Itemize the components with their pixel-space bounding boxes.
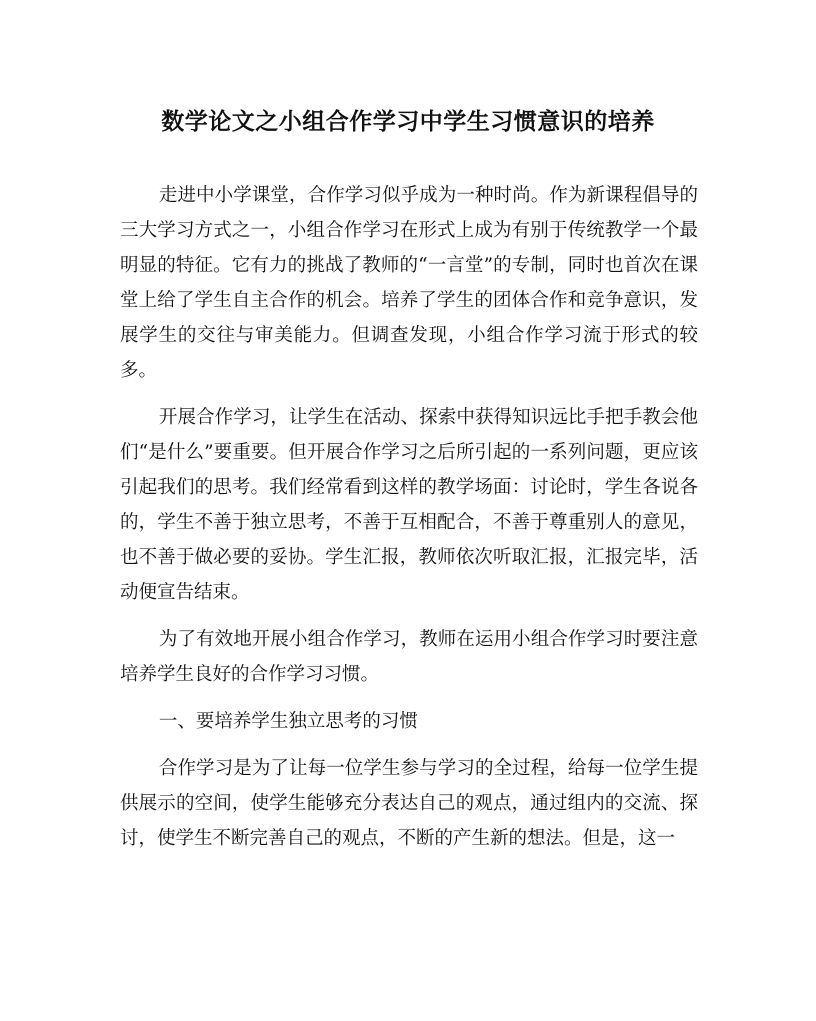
document-title: 数学论文之小组合作学习中学生习惯意识的培养	[161, 108, 655, 135]
paragraph-3: 为了有效地开展小组合作学习，教师在运用小组合作学习时要注意培养学生良好的合作学习习惯。	[120, 629, 698, 685]
section-heading-1: 一、要培养学生独立思考的习惯	[158, 711, 418, 732]
paragraph-1: 走进中小学课堂，合作学习似乎成为一种时尚。作为新课程倡导的三大学习方式之一，小组合作学习在形式上成为有别于传统教学一个最明显的特征。它有力的挑战了教师的“一言堂”的专制，同时也首次在课堂上给了学生自主合作的机会。培养了学生的团体合作和竞争意识，发展学生的交往与审美能力。但调查发现，小组合作学习流于形式的较多。	[120, 185, 698, 381]
paragraph-2: 开展合作学习，让学生在活动、探索中获得知识远比手把手教会他们“是什么”要重要。但开展合作学习之后所引起的一系列问题，更应该引起我们的思考。我们经常看到这样的教学场面：讨论时，学生各说各的，学生不善于独立思考，不善于互相配合，不善于尊重别人的意见，也不善于做必要的妥协。学生汇报，教师依次听取汇报，汇报完毕，活动便宣告结束。	[120, 407, 698, 603]
paragraph-4: 合作学习是为了让每一位学生参与学习的全过程，给每一位学生提供展示的空间，使学生能够充分表达自己的观点，通过组内的交流、探讨，使学生不断完善自己的观点，不断的产生新的想法。但是，这一	[120, 758, 698, 849]
document-body	[120, 178, 698, 868]
